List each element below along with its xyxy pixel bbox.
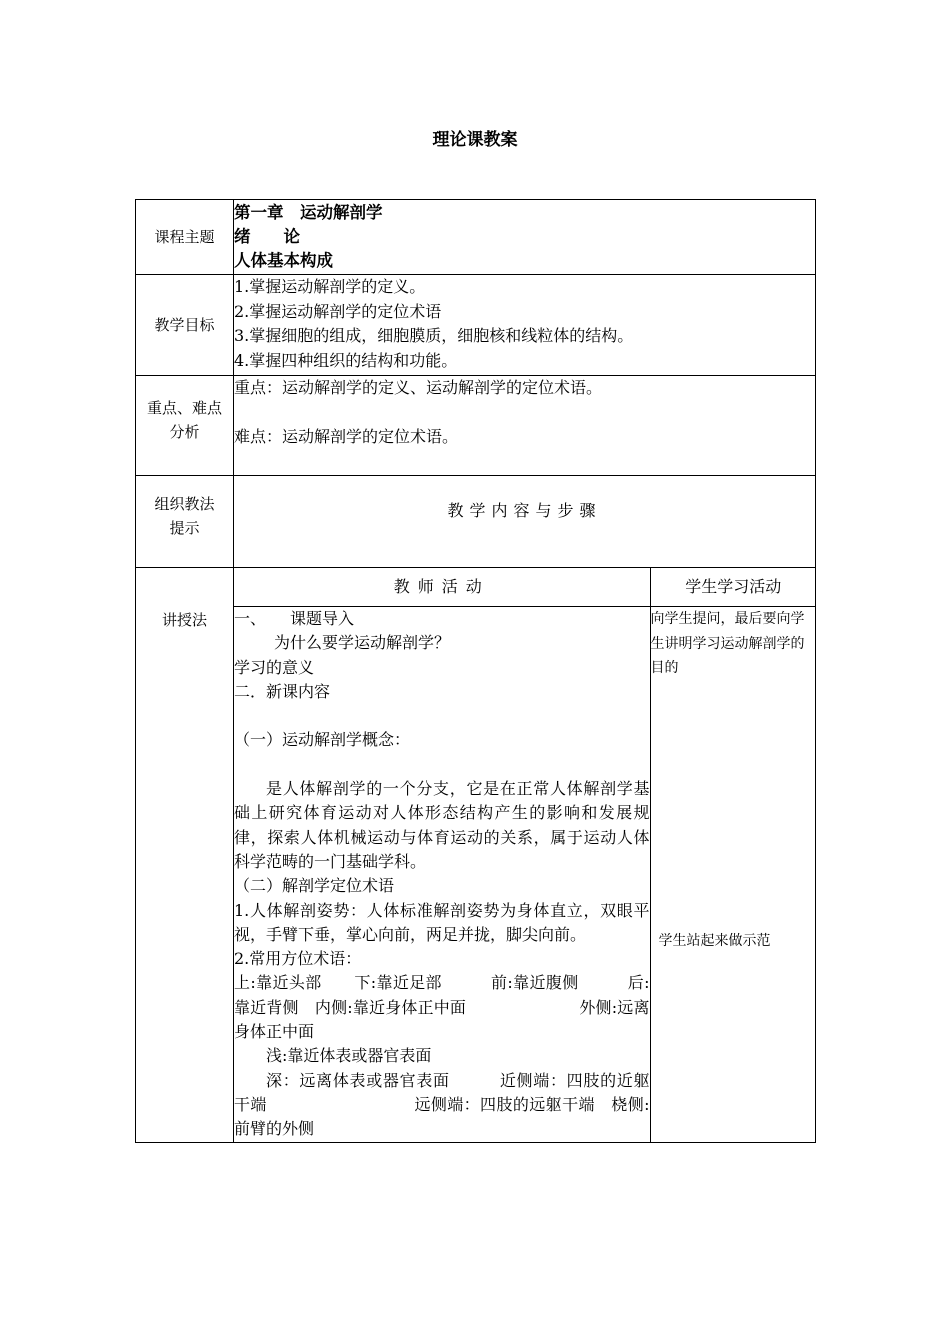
topic-label-cell — [136, 200, 234, 275]
activity-header-row — [234, 568, 816, 607]
objective-item: 2.掌握运动解剖学的定位术语 — [234, 301, 442, 321]
activity-table — [234, 568, 816, 1142]
concept-definition: 是人体解剖学的一个分支，它是在正常人体解剖学基础上研究体育运动对人体形态结构产生的影响和发展规律，探索人体机械运动与体育运动的关系，属于运动人体科学范畴的一门基础学科。 — [234, 779, 650, 871]
lecture-content-cell — [234, 568, 816, 1143]
key-point-text: 重点：运动解剖学的定义、运动解剖学的定位术语。 — [234, 378, 603, 397]
focus-label-line2: 分析 — [169, 423, 200, 441]
lesson-plan-table — [135, 199, 816, 1143]
objective-item: 4.掌握四种组织的结构和功能。 — [234, 350, 458, 370]
topic-label: 课程主题 — [154, 228, 215, 246]
student-activity-header: 学生学习活动 — [650, 568, 816, 607]
method-hint-label-line2: 提示 — [169, 519, 200, 537]
steps-heading: 教学内容与步骤 — [447, 501, 602, 520]
section-title: 绪 论 — [234, 227, 300, 246]
student-note-demo: 学生站起来做示范 — [658, 933, 771, 949]
objectives-row — [136, 275, 816, 376]
direction-terms-heading: 2.常用方位术语： — [234, 949, 362, 969]
concept-heading: （一）运动解剖学概念： — [234, 730, 411, 750]
method-hint-label-cell — [136, 476, 234, 568]
lecture-method-label: 讲授法 — [161, 611, 207, 629]
direction-terms-3: 深：远离体表或器官表面 近侧端：四肢的近躯干端 远侧端：四肢的远躯干端 桡侧:前臂的外侧 — [234, 1070, 650, 1139]
new-content-heading: 二．新课内容 — [234, 681, 331, 701]
teacher-activity-header: 教师活动 — [234, 568, 650, 607]
lecture-method-cell — [136, 568, 234, 1143]
page-title: 理论课教案 — [432, 130, 518, 150]
chapter-title: 第一章 运动解剖学 — [234, 203, 383, 222]
objectives-label: 教学目标 — [154, 316, 215, 334]
intro-question: 为什么要学运动解剖学？ — [274, 633, 451, 653]
objectives-label-cell — [136, 275, 234, 376]
learning-significance: 学习的意义 — [234, 657, 315, 677]
subsection-title: 人体基本构成 — [234, 251, 333, 270]
topic-content-cell — [234, 200, 816, 275]
terms-heading: （二）解剖学定位术语 — [234, 876, 395, 896]
focus-label-cell — [136, 376, 234, 476]
difficulty-text: 难点：运动解剖学的定位术语。 — [234, 426, 459, 446]
anatomical-position: 1.人体解剖姿势：人体标准解剖姿势为身体直立，双眼平视，手臂下垂，掌心向前，两足并拢，脚尖向前。 — [234, 900, 650, 944]
objective-item: 3.掌握细胞的组成，细胞膜质，细胞核和线粒体的结构。 — [234, 326, 634, 346]
direction-terms-1: 上:靠近头部 下:靠近足部 前:靠近腹侧 后:靠近背侧 内侧:靠近身体正中面 外侧:远离身体正中面 — [234, 973, 650, 1042]
objective-item: 1.掌握运动解剖学的定义。 — [234, 277, 426, 296]
focus-row — [136, 376, 816, 476]
topic-row — [136, 200, 816, 275]
activity-body-row — [234, 607, 816, 1142]
intro-heading: 一、 课题导入 — [234, 609, 355, 628]
method-hint-label-line1: 组织教法 — [154, 495, 215, 513]
steps-heading-cell — [234, 476, 816, 568]
objectives-content-cell — [234, 275, 816, 376]
focus-label-line1: 重点、难点 — [146, 399, 222, 417]
direction-terms-2: 浅:靠近体表或器官表面 — [266, 1046, 432, 1066]
method-hint-row — [136, 476, 816, 568]
student-note-question: 向学生提问，最后要向学生讲明学习运动解剖学的目的 — [650, 611, 805, 676]
student-activity-cell — [650, 607, 816, 1142]
teacher-activity-cell — [234, 607, 650, 1142]
lecture-row — [136, 568, 816, 1143]
focus-content-cell — [234, 376, 816, 476]
